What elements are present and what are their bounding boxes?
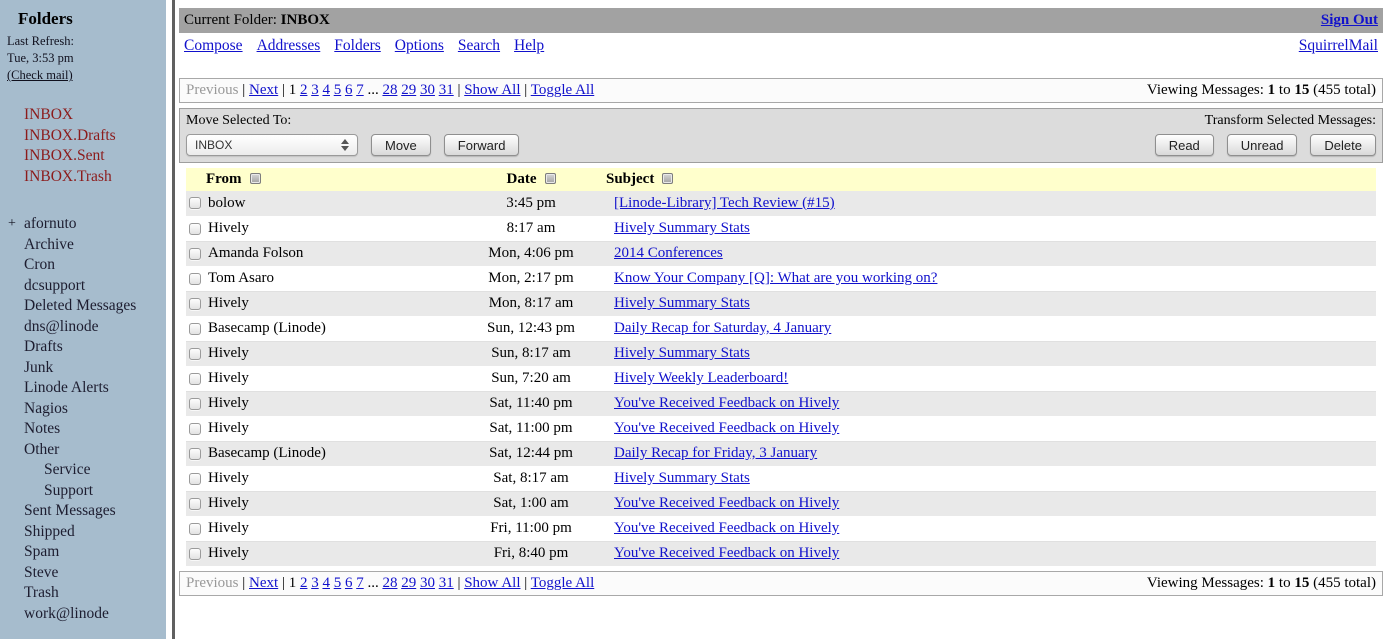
separator: | (457, 574, 465, 591)
date-cell: Sat, 12:44 pm (489, 445, 573, 461)
menu-link-options[interactable]: Options (394, 36, 444, 54)
date-cell: Sat, 1:00 am (493, 495, 569, 511)
subject-cell (606, 241, 1376, 266)
message-row (186, 241, 1376, 266)
folder-item (0, 419, 166, 440)
column-header-date (456, 168, 606, 191)
separator: | (278, 574, 289, 591)
subject-cell (606, 216, 1376, 241)
message-checkbox[interactable] (189, 548, 201, 560)
folder-link[interactable]: Spam (24, 543, 60, 560)
sender-cell: Hively (208, 420, 249, 436)
message-checkbox[interactable] (189, 373, 201, 385)
special-folder-list (0, 105, 166, 187)
date-cell: Mon, 8:17 am (488, 295, 574, 311)
subject-link[interactable]: Daily Recap for Friday, 3 January (614, 445, 818, 461)
viewing-to: 15 (1294, 82, 1310, 98)
page-link[interactable]: 5 (333, 82, 342, 98)
sender-cell: Hively (208, 470, 249, 486)
folder-item (0, 563, 166, 584)
page-link[interactable]: 3 (311, 574, 319, 591)
subject-cell (606, 516, 1376, 541)
last-refresh-label: Last Refresh: (7, 34, 74, 48)
folder-item (0, 460, 166, 481)
page-link[interactable]: 6 (344, 82, 353, 98)
folder-link[interactable]: dcsupport (24, 276, 86, 294)
sender-cell: Basecamp (Linode) (208, 320, 326, 336)
subject-link[interactable]: Hively Weekly Leaderboard! (614, 370, 789, 386)
folder-link[interactable]: Sent Messages (24, 502, 116, 519)
message-checkbox[interactable] (189, 273, 201, 285)
separator: | (238, 574, 250, 591)
page-link[interactable]: 7 (356, 574, 364, 591)
sort-from-icon[interactable] (250, 173, 261, 184)
separator: | (278, 82, 289, 98)
toggle-all-link[interactable]: Toggle All (530, 82, 595, 98)
folder-item (0, 542, 166, 563)
folder-item (0, 583, 166, 604)
page-link[interactable]: 31 (438, 574, 454, 591)
date-cell: Fri, 11:00 pm (490, 520, 572, 536)
sender-cell: Hively (208, 520, 249, 536)
page-link[interactable]: 30 (419, 574, 435, 591)
folder-link[interactable]: Shipped (24, 522, 75, 540)
folder-item (0, 378, 166, 399)
previous-label: Previous (186, 574, 239, 591)
message-table (186, 168, 1376, 567)
message-checkbox[interactable] (189, 298, 201, 310)
current-folder (184, 12, 330, 29)
show-all-link[interactable]: Show All (464, 574, 521, 591)
column-header-from (206, 168, 456, 191)
folder-link[interactable]: Deleted Messages (24, 297, 137, 314)
squirrelmail-link[interactable]: SquirrelMail (1298, 36, 1378, 54)
date-cell: Sun, 8:17 am (491, 345, 571, 361)
sender-cell: Hively (208, 295, 249, 311)
viewing-messages (1147, 82, 1376, 99)
sort-subject-icon[interactable] (662, 173, 673, 184)
menu-link-search[interactable]: Search (457, 36, 501, 54)
page-link[interactable]: 28 (382, 82, 398, 98)
viewing-from: 1 (1267, 82, 1276, 98)
checkbox-cell (186, 241, 206, 266)
date-cell: Mon, 2:17 pm (488, 270, 574, 286)
message-checkbox[interactable] (189, 323, 201, 335)
subject-link[interactable]: You've Received Feedback on Hively (614, 545, 840, 561)
delete-button[interactable]: Delete (1310, 134, 1376, 156)
subject-header-label: Subject (606, 171, 655, 187)
folder-link[interactable]: Archive (24, 235, 74, 253)
message-checkbox[interactable] (189, 248, 201, 260)
message-row (186, 541, 1376, 566)
viewing-label: Viewing Messages: (1146, 574, 1264, 591)
separator: | (520, 574, 531, 591)
folder-link[interactable]: work@linode (24, 604, 109, 622)
folder-link-inbox.trash[interactable]: INBOX.Trash (24, 167, 112, 185)
message-checkbox[interactable] (189, 473, 201, 485)
folder-link[interactable]: Junk (24, 358, 54, 376)
folder-item (0, 604, 166, 625)
folder-link[interactable]: Support (44, 481, 94, 499)
separator: | (457, 82, 465, 98)
column-header-subject (606, 168, 1376, 191)
page-link[interactable]: 29 (401, 82, 417, 98)
folder-item (0, 522, 166, 543)
separator: | (520, 82, 531, 98)
pagination-bar-top (179, 78, 1383, 103)
folder-item (0, 317, 166, 338)
folder-list (0, 214, 166, 624)
viewing-to: 15 (1294, 574, 1310, 591)
folder-link[interactable]: Other (24, 440, 60, 458)
folder-item (0, 337, 166, 358)
folder-link[interactable]: Notes (24, 420, 61, 437)
folder-item (0, 481, 166, 502)
message-row (186, 416, 1376, 441)
date-cell: Sat, 11:00 pm (489, 420, 573, 436)
previous-label: Previous (186, 82, 239, 98)
sidebar-title: Folders (18, 9, 73, 28)
folder-link[interactable]: dns@linode (24, 317, 99, 335)
read-button[interactable]: Read (1155, 134, 1214, 156)
message-checkbox[interactable] (189, 398, 201, 410)
message-row (186, 491, 1376, 516)
subject-link[interactable]: Know Your Company [Q]: What are you working on? (614, 270, 938, 286)
message-row (186, 466, 1376, 491)
sender-cell: Hively (208, 345, 249, 361)
pagination-links (186, 575, 594, 592)
pagination-links (186, 82, 594, 99)
folder-item (0, 440, 166, 461)
unread-button[interactable]: Unread (1227, 134, 1298, 156)
message-checkbox[interactable] (189, 523, 201, 535)
message-checkbox[interactable] (189, 197, 201, 209)
message-row (186, 291, 1376, 316)
menu-links (184, 37, 544, 55)
checkbox-cell (186, 216, 206, 241)
special-folder-item (0, 167, 166, 188)
checkbox-cell (186, 441, 206, 466)
separator: | (238, 82, 250, 98)
transform-controls (1155, 113, 1376, 156)
checkbox-cell (186, 541, 206, 566)
folder-link[interactable]: afornuto (24, 215, 77, 232)
page-link[interactable]: 6 (344, 574, 353, 591)
message-checkbox[interactable] (189, 348, 201, 360)
forward-button[interactable]: Forward (444, 134, 520, 156)
viewing-to-word: to (1278, 82, 1291, 98)
next-link[interactable]: Next (249, 82, 279, 98)
subject-cell (606, 191, 1376, 216)
subject-link[interactable]: 2014 Conferences (614, 245, 723, 261)
message-row (186, 366, 1376, 391)
folder-link[interactable]: Cron (24, 256, 55, 273)
checkbox-cell (186, 516, 206, 541)
folder-link[interactable]: Drafts (24, 338, 63, 355)
checkbox-cell (186, 191, 206, 216)
page-link[interactable]: 3 (311, 82, 319, 98)
page-link[interactable]: 29 (401, 574, 417, 591)
move-selected-label: Move Selected To: (186, 113, 292, 128)
page-link[interactable]: 4 (322, 82, 330, 98)
checkbox-cell (186, 466, 206, 491)
subject-link[interactable]: Hively Summary Stats (614, 295, 750, 311)
subject-link[interactable]: You've Received Feedback on Hively (614, 495, 840, 511)
date-header-label: Date (506, 171, 537, 187)
frame-divider[interactable] (166, 0, 175, 639)
subject-cell (606, 266, 1376, 291)
folder-item (0, 255, 166, 276)
folder-item (0, 399, 166, 420)
menu-link-folders[interactable]: Folders (334, 36, 381, 54)
subject-cell (606, 291, 1376, 316)
folder-link[interactable]: Trash (24, 584, 59, 601)
subject-cell (606, 541, 1376, 566)
subject-cell (606, 316, 1376, 341)
message-toolbar (179, 108, 1383, 163)
current-page: 1 (288, 574, 300, 591)
subject-cell (606, 416, 1376, 441)
subject-cell (606, 341, 1376, 366)
message-row (186, 266, 1376, 291)
viewing-total: (455 total) (1313, 82, 1376, 98)
current-folder-name: INBOX (280, 12, 330, 28)
subject-cell (606, 441, 1376, 466)
message-checkbox[interactable] (189, 498, 201, 510)
special-folder-item (0, 105, 166, 126)
sender-cell: Hively (208, 370, 249, 386)
message-row (186, 516, 1376, 541)
message-row (186, 191, 1376, 216)
message-rows (186, 191, 1376, 566)
sender-cell: Hively (208, 545, 249, 561)
page-link[interactable]: 2 (299, 574, 308, 591)
date-cell: Fri, 8:40 pm (493, 545, 569, 561)
subject-link[interactable]: Hively Summary Stats (614, 470, 750, 486)
sender-cell: bolow (208, 194, 246, 211)
folder-link[interactable]: Linode Alerts (24, 379, 109, 396)
page-link[interactable]: 28 (382, 574, 398, 591)
checkbox-cell (186, 391, 206, 416)
subject-link[interactable]: Hively Summary Stats (614, 345, 750, 361)
checkbox-cell (186, 366, 206, 391)
folders-sidebar (0, 0, 166, 639)
message-checkbox[interactable] (189, 423, 201, 435)
subject-cell (606, 466, 1376, 491)
subject-link[interactable]: [Linode-Library] Tech Review (#15) (614, 194, 835, 211)
show-all-link[interactable]: Show All (464, 82, 521, 98)
subject-link[interactable]: Daily Recap for Saturday, 4 January (614, 320, 832, 336)
checkbox-cell (186, 341, 206, 366)
sender-cell: Amanda Folson (208, 245, 304, 261)
date-cell: Sun, 12:43 pm (487, 320, 575, 336)
subject-link[interactable]: You've Received Feedback on Hively (614, 520, 840, 536)
checkbox-cell (186, 291, 206, 316)
select-arrows-icon (341, 139, 349, 151)
message-checkbox[interactable] (189, 448, 201, 460)
folder-link-inbox[interactable]: INBOX (24, 106, 74, 123)
checkbox-cell (186, 416, 206, 441)
folder-item (0, 501, 166, 522)
page-link[interactable]: 2 (299, 82, 308, 98)
viewing-from: 1 (1267, 574, 1276, 591)
subject-link[interactable]: You've Received Feedback on Hively (614, 420, 840, 436)
checkbox-cell (186, 266, 206, 291)
date-cell: Sat, 8:17 am (493, 470, 569, 486)
transform-label: Transform Selected Messages: (1204, 113, 1376, 128)
subject-link[interactable]: You've Received Feedback on Hively (614, 395, 840, 411)
date-cell: 8:17 am (506, 220, 556, 236)
sender-cell: Basecamp (Linode) (208, 445, 326, 461)
date-cell: Sat, 11:40 pm (489, 395, 573, 411)
last-refresh-time: Tue, 3:53 pm (7, 51, 74, 65)
sender-cell: Hively (208, 395, 249, 411)
message-row (186, 441, 1376, 466)
folder-link[interactable]: Steve (24, 563, 59, 581)
special-folder-item (0, 146, 166, 167)
message-row (186, 216, 1376, 241)
from-header-label: From (206, 171, 242, 187)
subject-cell (606, 391, 1376, 416)
ellipsis: ... (367, 82, 383, 98)
subject-cell (606, 491, 1376, 516)
date-cell: 3:45 pm (506, 194, 556, 211)
message-table-header (186, 168, 1376, 191)
sender-cell: Hively (208, 495, 249, 511)
move-controls (186, 113, 519, 156)
sender-cell: Hively (208, 220, 249, 236)
viewing-to-word: to (1278, 574, 1291, 591)
message-row (186, 391, 1376, 416)
page-link[interactable]: 4 (322, 574, 330, 591)
folder-select-value: INBOX (195, 138, 233, 152)
toggle-all-link[interactable]: Toggle All (530, 574, 595, 591)
menu-link-compose[interactable]: Compose (184, 36, 243, 54)
message-row (186, 341, 1376, 366)
page-link[interactable]: 5 (333, 574, 342, 591)
folder-link-inbox.sent[interactable]: INBOX.Sent (24, 147, 105, 164)
folder-item (0, 276, 166, 297)
current-page: 1 (288, 82, 300, 98)
folder-select[interactable] (186, 134, 358, 156)
current-folder-label: Current Folder: (184, 12, 277, 28)
folder-link[interactable]: Service (44, 461, 91, 478)
check-mail-link[interactable]: (Check mail) (7, 68, 73, 82)
menu-bar (179, 33, 1383, 57)
page-link[interactable]: 7 (356, 82, 364, 98)
move-button[interactable]: Move (371, 134, 431, 156)
main-frame (175, 0, 1388, 639)
current-folder-bar (179, 8, 1383, 33)
subject-link[interactable]: Hively Summary Stats (614, 220, 750, 236)
page-link[interactable]: 31 (438, 82, 454, 98)
folder-item (0, 358, 166, 379)
folder-item (0, 296, 166, 317)
checkbox-cell (186, 491, 206, 516)
header-checkbox-spacer (186, 168, 206, 191)
next-link[interactable]: Next (249, 574, 279, 591)
sign-out-link[interactable]: Sign Out (1320, 12, 1378, 28)
folder-item (0, 235, 166, 256)
expand-plus-icon[interactable]: + (8, 216, 16, 231)
folder-item (0, 214, 166, 235)
menu-link-addresses[interactable]: Addresses (256, 36, 321, 54)
message-row (186, 316, 1376, 341)
sort-date-icon[interactable] (545, 173, 556, 184)
date-cell: Sun, 7:20 am (491, 370, 571, 386)
viewing-label: Viewing Messages: (1146, 82, 1264, 98)
viewing-total: (455 total) (1313, 574, 1376, 591)
message-checkbox[interactable] (189, 223, 201, 235)
date-cell: Mon, 4:06 pm (488, 245, 574, 261)
subject-cell (606, 366, 1376, 391)
ellipsis: ... (367, 574, 383, 591)
special-folder-item (0, 126, 166, 147)
viewing-messages (1147, 575, 1376, 592)
page-link[interactable]: 30 (419, 82, 435, 98)
folder-link[interactable]: Nagios (24, 399, 68, 417)
menu-link-help[interactable]: Help (514, 36, 545, 54)
sender-cell: Tom Asaro (208, 270, 275, 286)
folder-link-inbox.drafts[interactable]: INBOX.Drafts (24, 126, 116, 144)
pagination-bar-bottom (179, 571, 1383, 596)
checkbox-cell (186, 316, 206, 341)
